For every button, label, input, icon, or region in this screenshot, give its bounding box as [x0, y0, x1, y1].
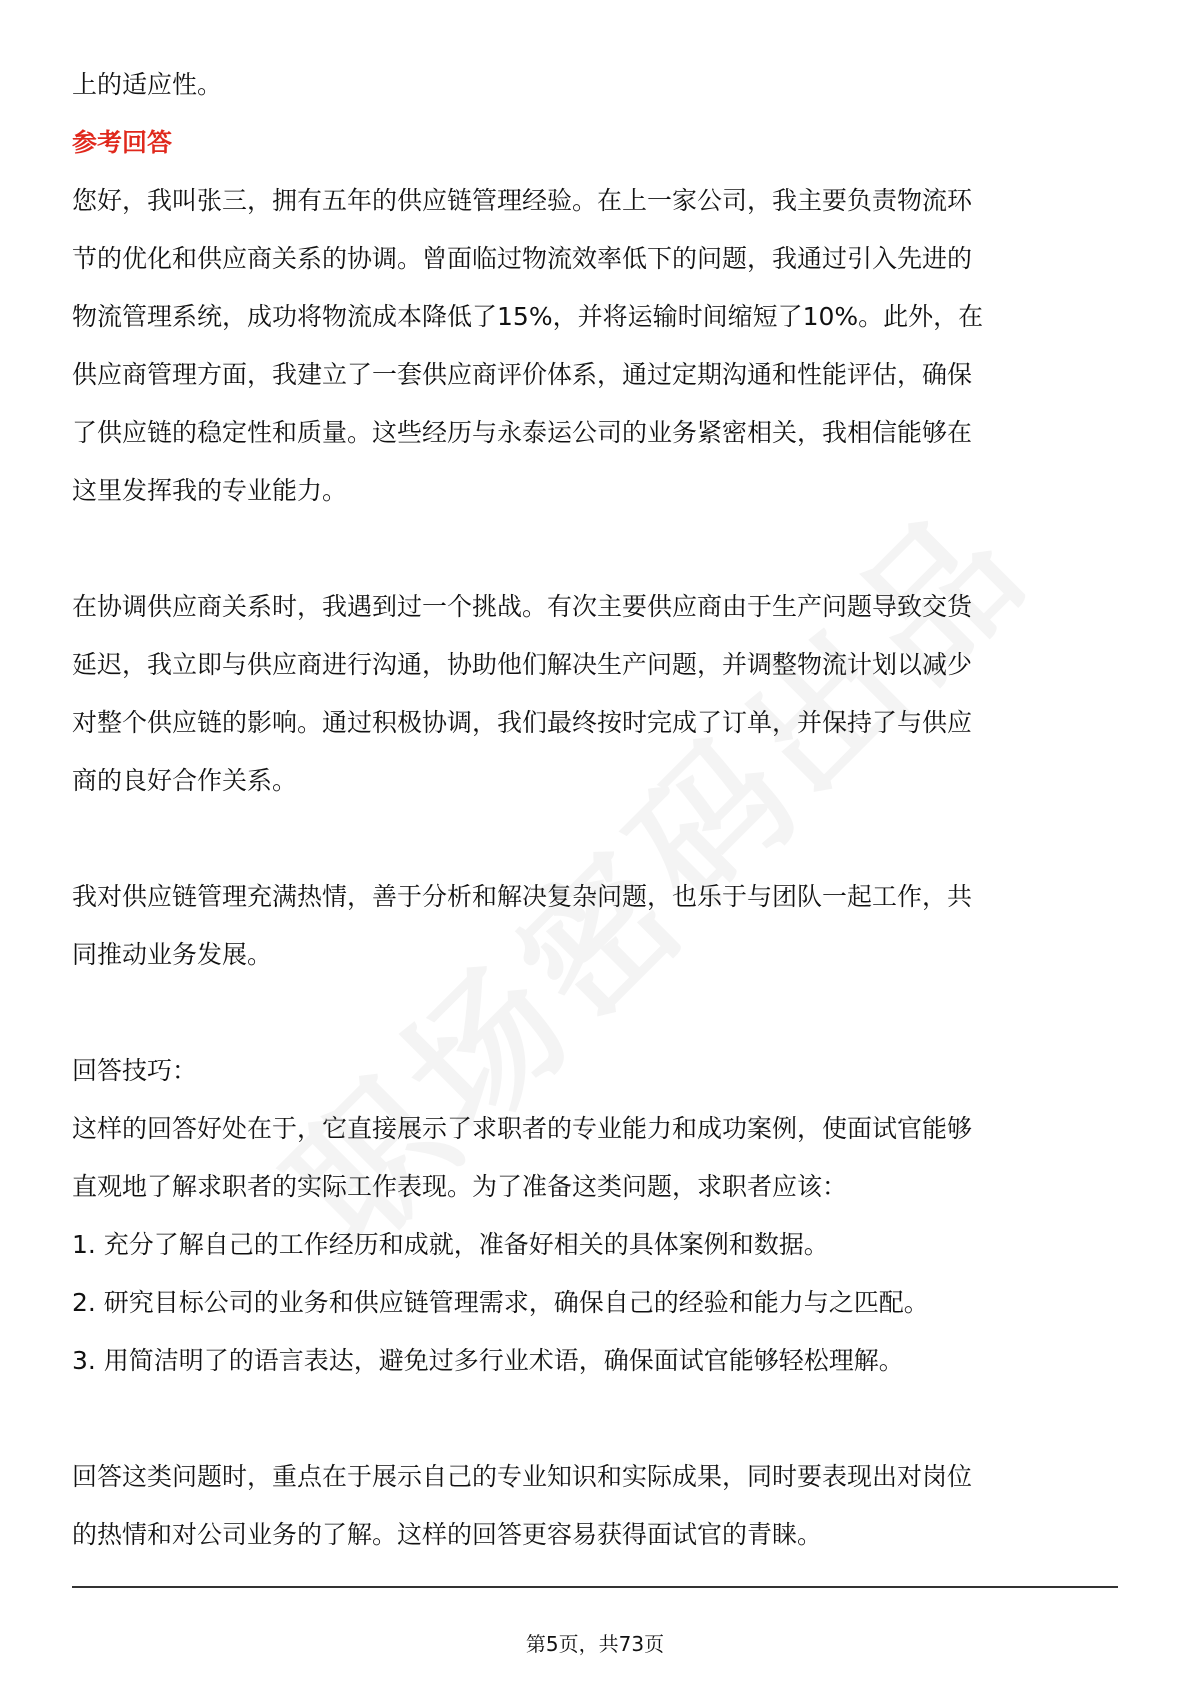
paragraph-spacer [72, 984, 1118, 1042]
paragraph-line: 对整个供应链的影响。通过积极协调，我们最终按时完成了订单，并保持了与供应 [72, 708, 973, 737]
tips-list-item: 3. 用简洁明了的语言表达，避免过多行业术语，确保面试官能够轻松理解。 [72, 1346, 904, 1375]
intro-tail-text: 上的适应性。 [72, 70, 223, 99]
tips-intro [72, 1100, 1118, 1216]
paragraph-line: 这里发挥我的专业能力。 [72, 476, 348, 505]
tips-list-item: 1. 充分了解自己的工作经历和成就，准备好相关的具体案例和数据。 [72, 1230, 829, 1259]
paragraph-line: 这样的回答好处在于，它直接展示了求职者的专业能力和成功案例，使面试官能够 [72, 1114, 973, 1143]
summary-paragraph [72, 1448, 1118, 1564]
answer-paragraph-2 [72, 578, 1118, 810]
answer-paragraph-3 [72, 868, 1118, 984]
paragraph-line: 您好，我叫张三，拥有五年的供应链管理经验。在上一家公司，我主要负责物流环 [72, 186, 973, 215]
paragraph-line: 供应商管理方面，我建立了一套供应商评价体系，通过定期沟通和性能评估，确保 [72, 360, 973, 389]
document-body [72, 56, 1118, 1564]
reference-answer-heading: 参考回答 [72, 128, 173, 157]
paragraph-line: 同推动业务发展。 [72, 940, 273, 969]
answer-paragraph-1 [72, 172, 1118, 520]
paragraph-spacer [72, 1390, 1118, 1448]
tips-list-item: 2. 研究目标公司的业务和供应链管理需求，确保自己的经验和能力与之匹配。 [72, 1288, 929, 1317]
footer-divider [72, 1586, 1118, 1588]
tips-heading: 回答技巧： [72, 1056, 198, 1085]
paragraph-line: 在协调供应商关系时，我遇到过一个挑战。有次主要供应商由于生产问题导致交货 [72, 592, 973, 621]
paragraph-line: 回答这类问题时，重点在于展示自己的专业知识和实际成果，同时要表现出对岗位 [72, 1462, 973, 1491]
paragraph-line: 我对供应链管理充满热情，善于分析和解决复杂问题，也乐于与团队一起工作，共 [72, 882, 973, 911]
tips-list [72, 1216, 1118, 1390]
paragraph-line: 物流管理系统，成功将物流成本降低了15%，并将运输时间缩短了10%。此外，在 [72, 302, 984, 331]
paragraph-line: 的热情和对公司业务的了解。这样的回答更容易获得面试官的青睐。 [72, 1520, 823, 1549]
paragraph-line: 节的优化和供应商关系的协调。曾面临过物流效率低下的问题，我通过引入先进的 [72, 244, 973, 273]
paragraph-line: 商的良好合作关系。 [72, 766, 298, 795]
paragraph-spacer [72, 520, 1118, 578]
paragraph-line: 了供应链的稳定性和质量。这些经历与永泰运公司的业务紧密相关，我相信能够在 [72, 418, 973, 447]
page-indicator: 第5页，共73页 [525, 1632, 665, 1656]
paragraph-spacer [72, 810, 1118, 868]
paragraph-line: 延迟，我立即与供应商进行沟通，协助他们解决生产问题，并调整物流计划以减少 [72, 650, 973, 679]
paragraph-line: 直观地了解求职者的实际工作表现。为了准备这类问题，求职者应该： [72, 1172, 848, 1201]
